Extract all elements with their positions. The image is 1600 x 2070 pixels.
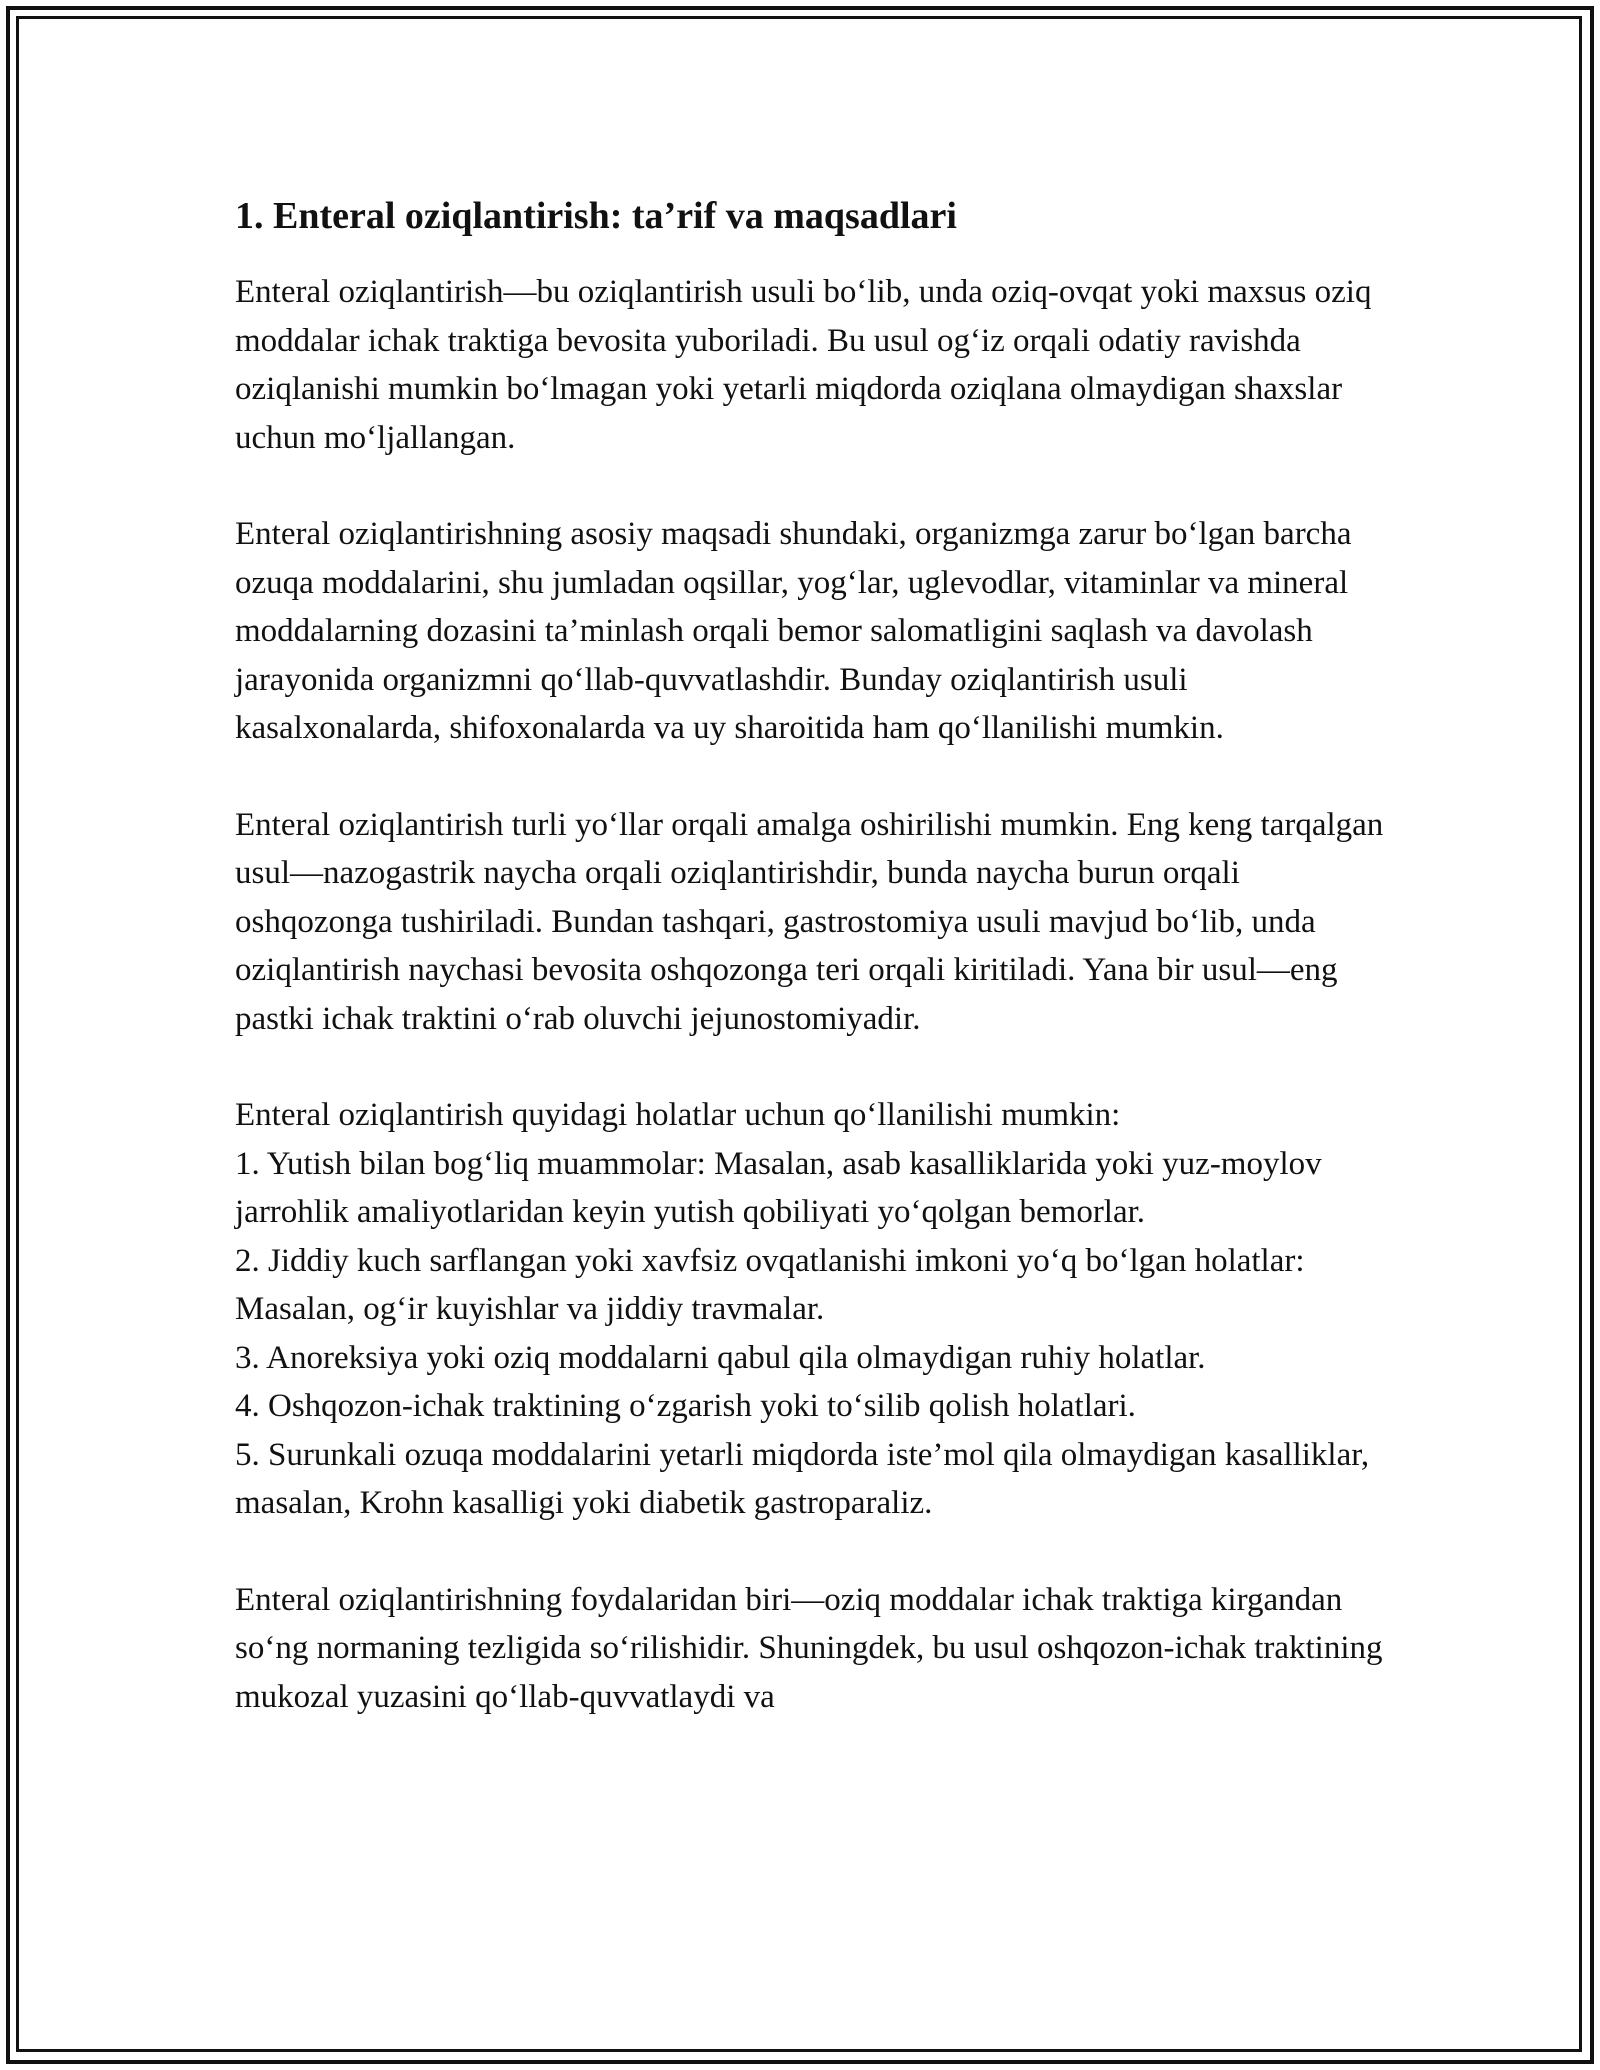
indications-list: [235, 1091, 1385, 1528]
paragraph-benefits: Enteral oziqlantirishning foydalaridan biri—oziq moddalar ichak traktiga kirgandan so‘ng normaning tezligida so‘rilishidir. Shuningdek, bu usul oshqozon-ichak traktining mukozal yuzasini qo‘llab-quvvatlaydi va: [235, 1581, 1383, 1715]
list-item: 4. Oshqozon-ichak traktining o‘zgarish yoki to‘silib qolish holatlari.: [235, 1388, 1136, 1424]
paragraph-definition: Enteral oziqlantirish—bu oziqlantirish usuli bo‘lib, unda oziq-ovqat yoki maxsus oziq moddalar ichak traktiga bevosita yuboriladi. Bu usul og‘iz orqali odatiy ravishda oziqlanishi mumkin bo‘lmagan yoki yetarli miqdorda oziqlana olmaydigan shaxslar uchun mo‘ljallangan.: [235, 274, 1372, 456]
document-body: [235, 188, 1385, 1721]
list-item: 5. Surunkali ozuqa moddalarini yetarli miqdorda iste’mol qila olmaydigan kasalliklar, masalan, Krohn kasalligi yoki diabetik gastroparaliz.: [235, 1436, 1370, 1521]
section-heading: 1. Enteral oziqlantirish: ta’rif va maqsadlari: [235, 195, 957, 237]
list-intro: Enteral oziqlantirish quyidagi holatlar uchun qo‘llanilishi mumkin:: [235, 1097, 1121, 1133]
list-item: 1. Yutish bilan bog‘liq muammolar: Masalan, asab kasalliklarida yoki yuz-moylov jarrohlik amaliyotlaridan keyin yutish qobiliyati yo‘qolgan bemorlar.: [235, 1145, 1322, 1230]
list-item: 3. Anoreksiya yoki oziq moddalarni qabul qila olmaydigan ruhiy holatlar.: [235, 1339, 1206, 1376]
paragraph-purpose: Enteral oziqlantirishning asosiy maqsadi shundaki, organizmga zarur bo‘lgan barcha ozuqa moddalarini, shu jumladan oqsillar, yog‘lar, uglevodlar, vitaminlar va mineral moddalarning dozasini ta’minlash orqali bemor salomatligini saqlash va davolash jarayonida organizmni qo‘llab-quvvatlashdir. Bunday oziqlantirish usuli kasalxonalarda, shifoxonalarda va uy sharoitida ham qo‘llanilishi mumkin.: [235, 516, 1352, 746]
paragraph-methods: Enteral oziqlantirish turli yo‘llar orqali amalga oshirilishi mumkin. Eng keng tarqalgan usul—nazogastrik naycha orqali oziqlantirishdir, bunda naycha burun orqali oshqozonga tushiriladi. Bundan tashqari, gastrostomiya usuli mavjud bo‘lib, unda oziqlantirish naychasi bevosita oshqozonga teri orqali kiritiladi. Yana bir usul—eng pastki ichak traktini o‘rab oluvchi jejunostomiyadir.: [235, 806, 1384, 1037]
list-item: 2. Jiddiy kuch sarflangan yoki xavfsiz ovqatlanishi imkoni yo‘q bo‘lgan holatlar: Masalan, og‘ir kuyishlar va jiddiy travmalar.: [235, 1242, 1305, 1327]
